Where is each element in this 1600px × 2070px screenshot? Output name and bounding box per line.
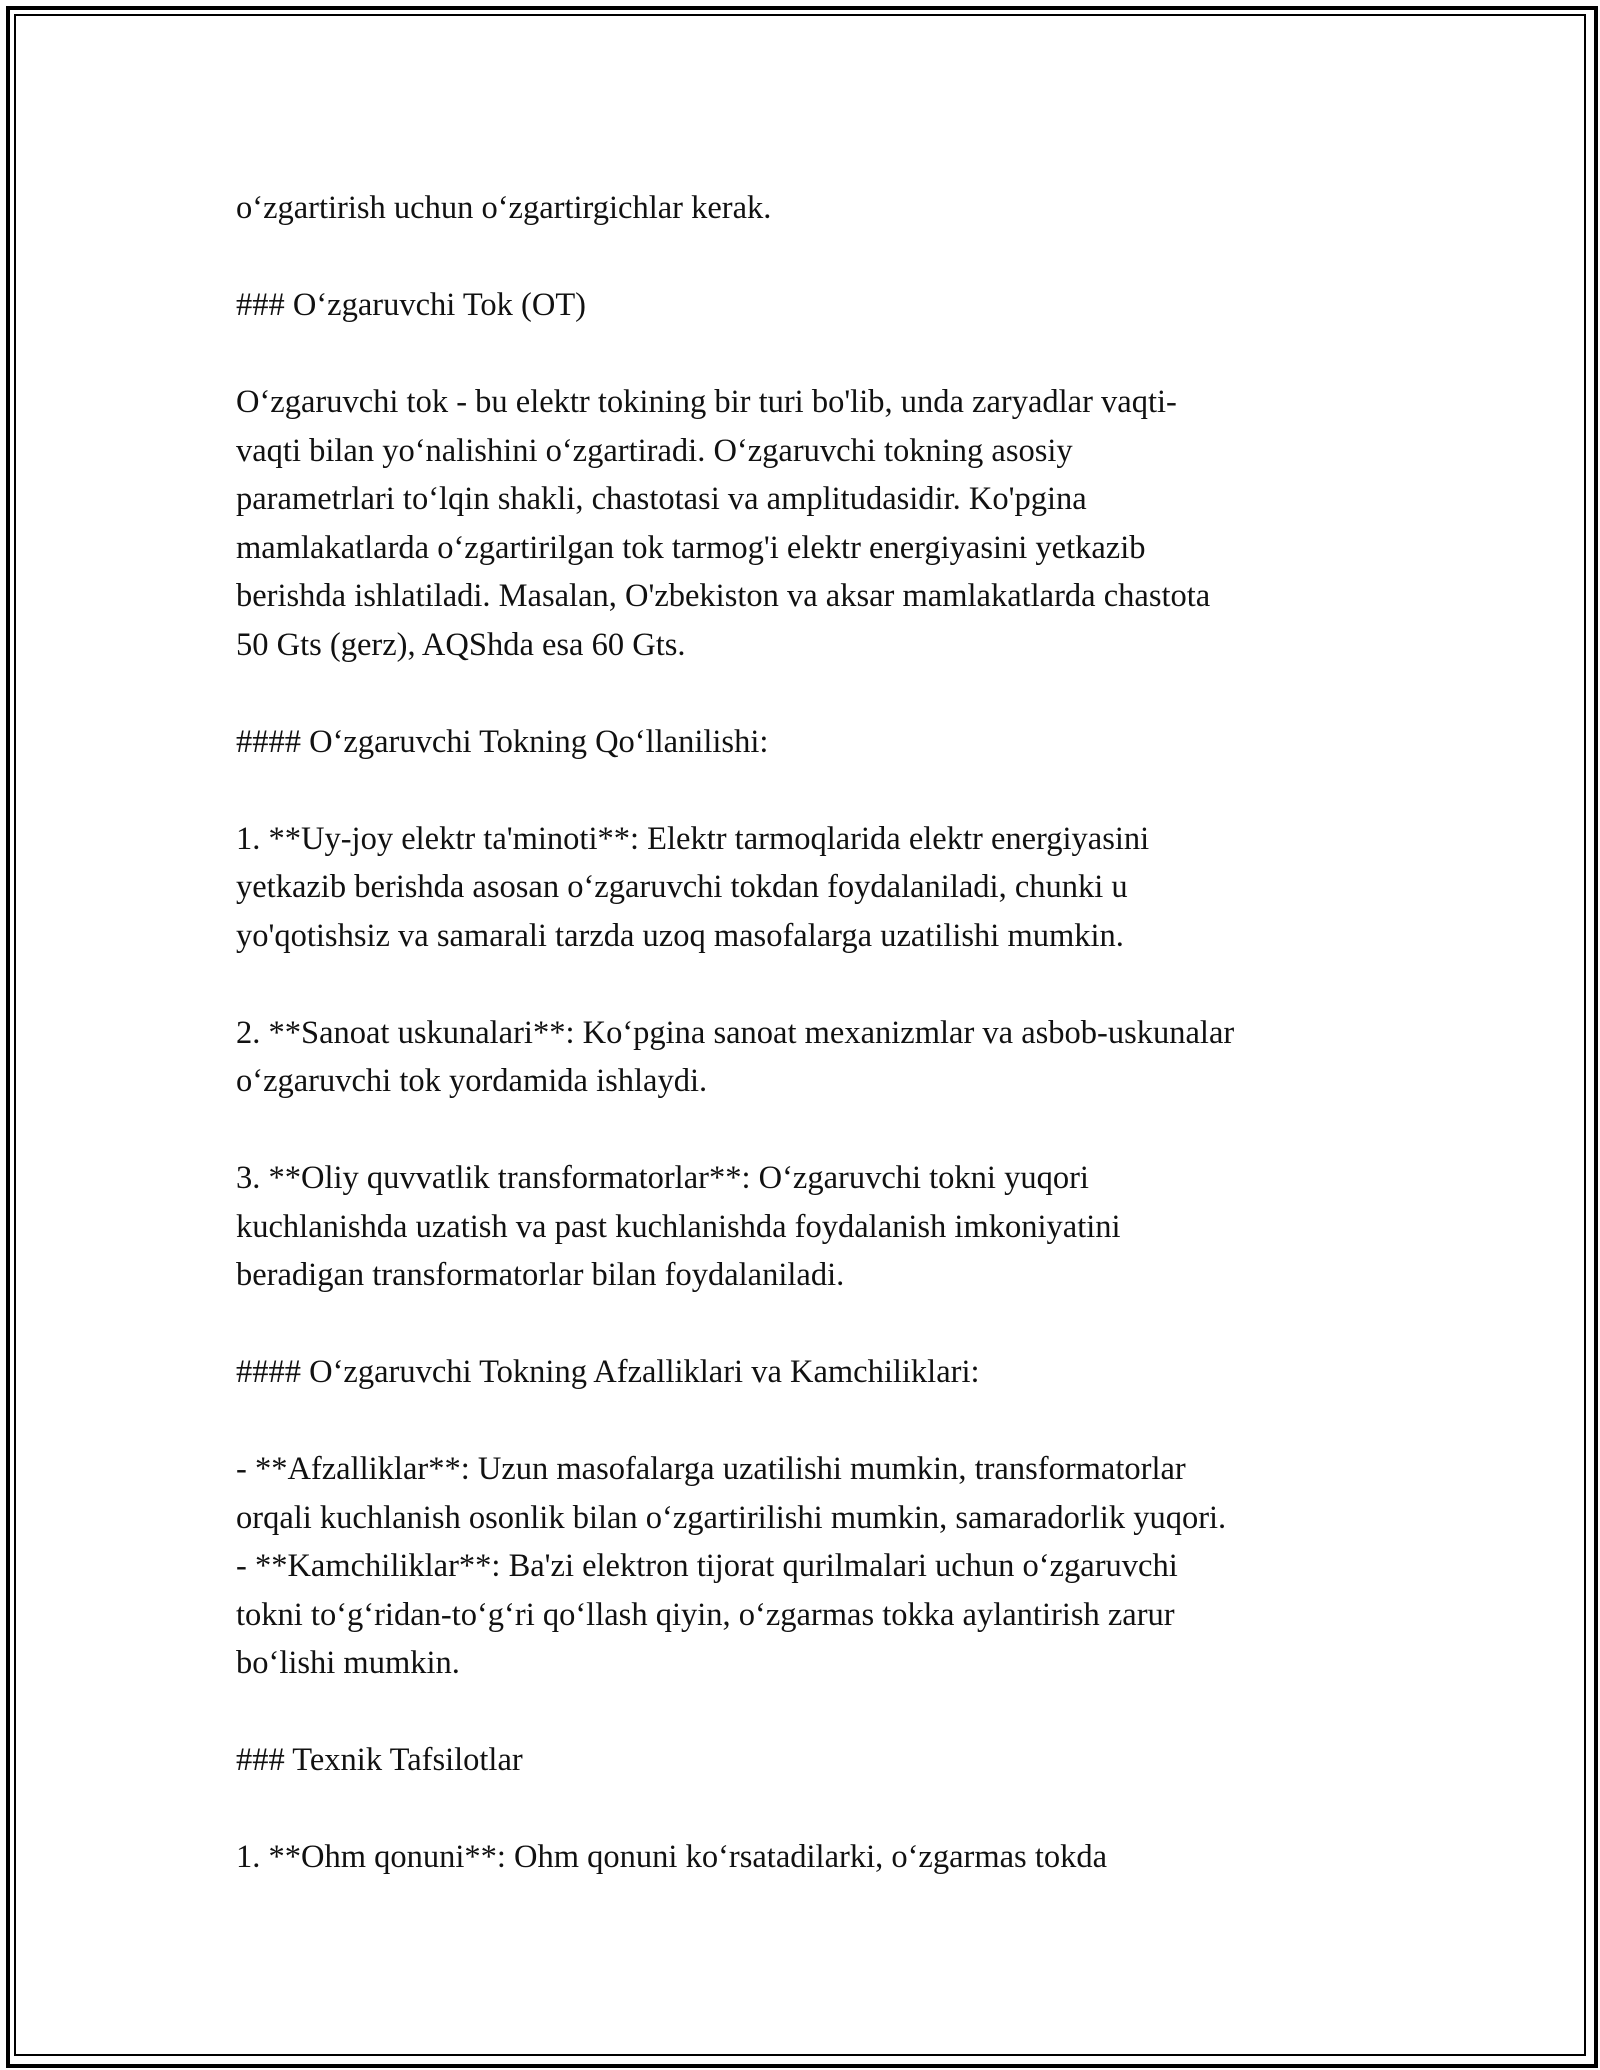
paragraph (236, 378, 1396, 669)
numbered-list-item (236, 1009, 1396, 1106)
text-line: kuchlanishda uzatish va past kuchlanishda foydalanish imkoniyatini (236, 1208, 1121, 1245)
text-line: O‘zgaruvchi tok - bu elektr tokining bir turi bo'lib, unda zaryadlar vaqti- (236, 384, 1177, 420)
text-line: ### O‘zgaruvchi Tok (OT) (236, 287, 587, 323)
text-line: o‘zgartirish uchun o‘zgartirgichlar kerak. (236, 190, 772, 226)
text-line: tokni to‘g‘ridan-to‘g‘ri qo‘llash qiyin, o‘zgarmas tokka aylantirish zarur (236, 1596, 1175, 1633)
section-heading (236, 281, 1396, 330)
text-line: bo‘lishi mumkin. (236, 1645, 460, 1681)
text-line: ### Texnik Tafsilotlar (236, 1742, 523, 1778)
paragraph (236, 184, 1396, 233)
text-line: #### O‘zgaruvchi Tokning Afzalliklari va Kamchiliklari: (236, 1354, 980, 1390)
text-line: yo'qotishsiz va samarali tarzda uzoq masofalarga uzatilishi mumkin. (236, 917, 1124, 954)
text-line: 2. **Sanoat uskunalari**: Ko‘pgina sanoat mexanizmlar va asbob-uskunalar (236, 1014, 1235, 1051)
text-line: beradigan transformatorlar bilan foydalaniladi. (236, 1257, 845, 1293)
numbered-list-item (236, 1154, 1396, 1300)
text-line: orqali kuchlanish osonlik bilan o‘zgartirilishi mumkin, samaradorlik yuqori. (236, 1499, 1227, 1536)
numbered-list-item (236, 1833, 1396, 1882)
text-line: 50 Gts (gerz), AQShda esa 60 Gts. (236, 626, 686, 663)
text-line: 1. **Uy-joy elektr ta'minoti**: Elektr tarmoqlarida elektr energiyasini (236, 820, 1150, 857)
section-heading (236, 1736, 1396, 1785)
text-line: vaqti bilan yo‘nalishini o‘zgartiradi. O‘zgaruvchi tokning asosiy (236, 432, 1073, 469)
numbered-list-item (236, 815, 1396, 961)
subsection-heading (236, 1348, 1396, 1397)
text-line: 3. **Oliy quvvatlik transformatorlar**: O‘zgaruvchi tokni yuqori (236, 1160, 1089, 1196)
text-line: #### O‘zgaruvchi Tokning Qo‘llanilishi: (236, 723, 769, 760)
text-line: - **Afzalliklar**: Uzun masofalarga uzatilishi mumkin, transformatorlar (236, 1451, 1186, 1487)
bullet-list (236, 1445, 1396, 1688)
text-line: parametrlari to‘lqin shakli, chastotasi va amplitudasidir. Ko'pgina (236, 481, 1087, 517)
text-line: berishda ishlatiladi. Masalan, O'zbekiston va aksar mamlakatlarda chastota (236, 578, 1211, 614)
text-line: o‘zgaruvchi tok yordamida ishlaydi. (236, 1063, 708, 1099)
text-line: 1. **Ohm qonuni**: Ohm qonuni ko‘rsatadilarki, o‘zgarmas tokda (236, 1839, 1108, 1875)
document-body (236, 184, 1396, 1882)
text-line: yetkazib berishda asosan o‘zgaruvchi tokdan foydalaniladi, chunki u (236, 869, 1128, 905)
text-line: mamlakatlarda o‘zgartirilgan tok tarmog'i elektr energiyasini yetkazib (236, 529, 1146, 566)
subsection-heading (236, 718, 1396, 767)
text-line: - **Kamchiliklar**: Ba'zi elektron tijorat qurilmalari uchun o‘zgaruvchi (236, 1548, 1178, 1584)
